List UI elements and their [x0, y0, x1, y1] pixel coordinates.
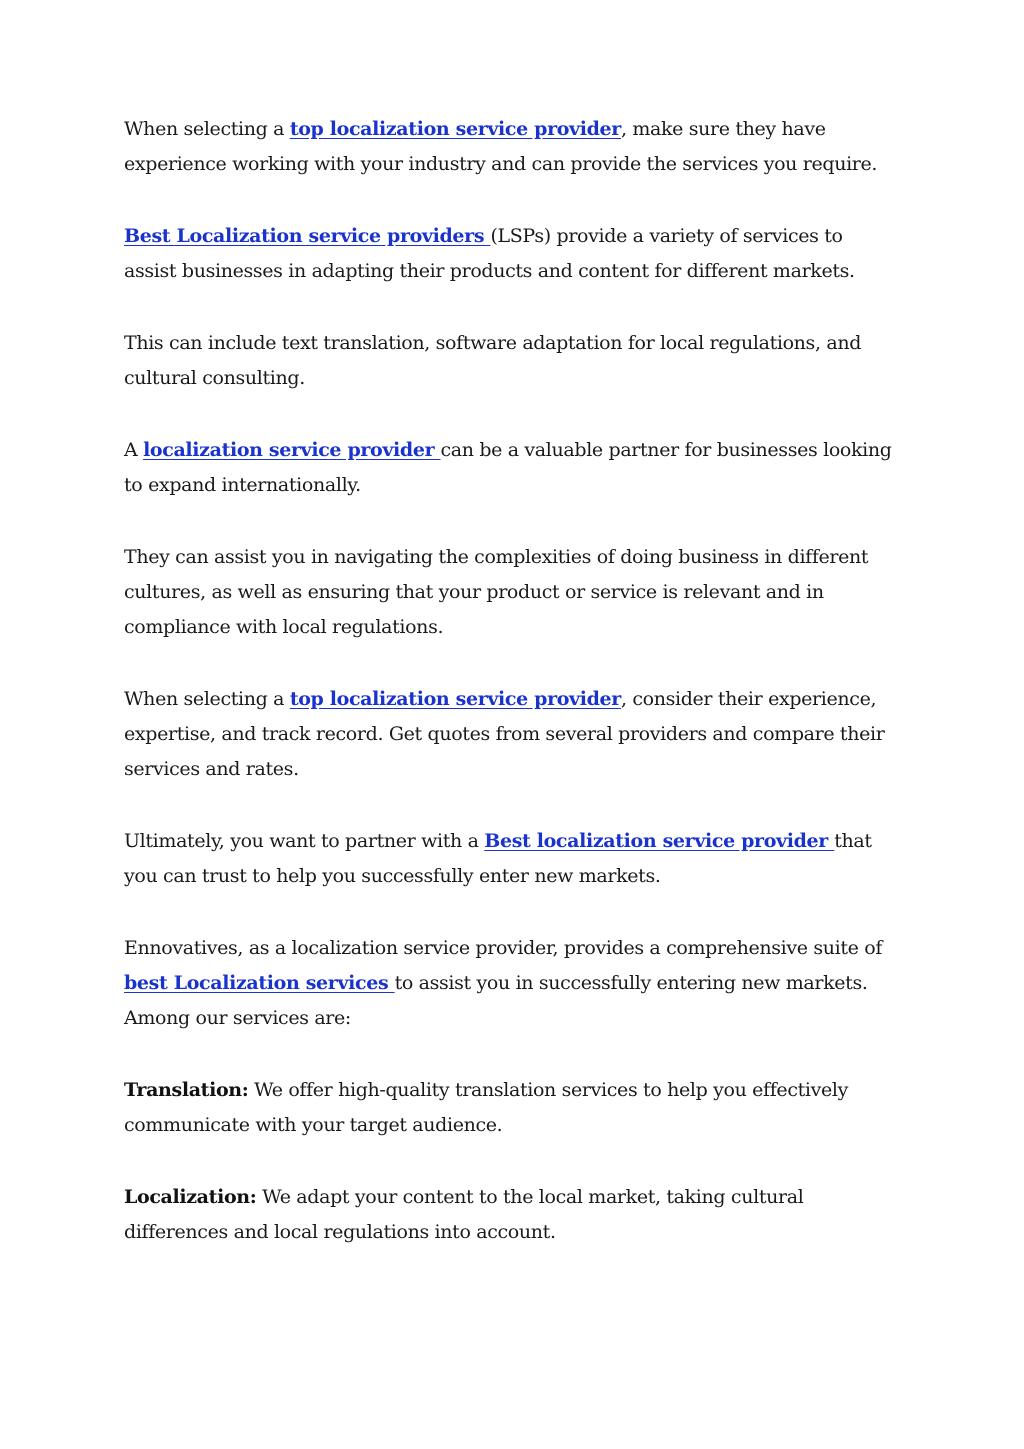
- paragraph-3-text: This can include text translation, software adaptation for local regulations, and cultural consulting.: [124, 332, 862, 389]
- paragraph-8-text-a: Ennovatives, as a localization service provider, provides a comprehensive suite of: [124, 937, 883, 959]
- localization-text: We adapt your content to the local market, taking cultural differences and local regulations into account.: [124, 1186, 804, 1243]
- paragraph-2: [124, 219, 896, 289]
- paragraph-6-text-b: , consider their experience, expertise, and track record. Get quotes from several providers and compare their services and rates.: [124, 688, 885, 780]
- translation-label: Translation:: [124, 1079, 249, 1101]
- paragraph-5: [124, 540, 896, 645]
- paragraph-translation: [124, 1073, 896, 1143]
- paragraph-7-text-b: that you can trust to help you successfully enter new markets.: [124, 830, 872, 887]
- localization-label: Localization:: [124, 1186, 257, 1208]
- paragraph-1: [124, 112, 896, 182]
- paragraph-1-text-b: , make sure they have experience working with your industry and can provide the services you require.: [124, 118, 878, 175]
- document-page: [124, 112, 896, 1287]
- top-localization-provider-link[interactable]: top localization service provider: [289, 118, 621, 140]
- best-localization-services-link[interactable]: best Localization services: [124, 972, 395, 994]
- paragraph-1-text-a: When selecting a: [124, 118, 290, 140]
- paragraph-8-text-b: to assist you in successfully entering new markets. Among our services are:: [124, 972, 868, 1029]
- paragraph-8: [124, 931, 896, 1036]
- paragraph-6-text-a: When selecting a: [124, 688, 290, 710]
- paragraph-4-text-a: A: [124, 439, 144, 461]
- paragraph-5-text: They can assist you in navigating the complexities of doing business in different cultures, as well as ensuring that your product or service is relevant and in compliance with local regulations.: [124, 546, 869, 638]
- paragraph-3: [124, 326, 896, 396]
- localization-provider-link[interactable]: localization service provider: [143, 439, 441, 461]
- best-localization-provider-link[interactable]: Best localization service provider: [484, 830, 835, 852]
- paragraph-4: [124, 433, 896, 503]
- paragraph-localization: [124, 1180, 896, 1250]
- paragraph-7-text-a: Ultimately, you want to partner with a: [124, 830, 485, 852]
- top-localization-provider-link-2[interactable]: top localization service provider: [289, 688, 621, 710]
- paragraph-4-text-b: can be a valuable partner for businesses looking to expand internationally.: [124, 439, 892, 496]
- best-localization-providers-link[interactable]: Best Localization service providers: [124, 225, 491, 247]
- translation-text: We offer high-quality translation services to help you effectively communicate with your target audience.: [124, 1079, 849, 1136]
- paragraph-2-text: (LSPs) provide a variety of services to assist businesses in adapting their products and content for different markets.: [124, 225, 855, 282]
- paragraph-7: [124, 824, 896, 894]
- paragraph-6: [124, 682, 896, 787]
